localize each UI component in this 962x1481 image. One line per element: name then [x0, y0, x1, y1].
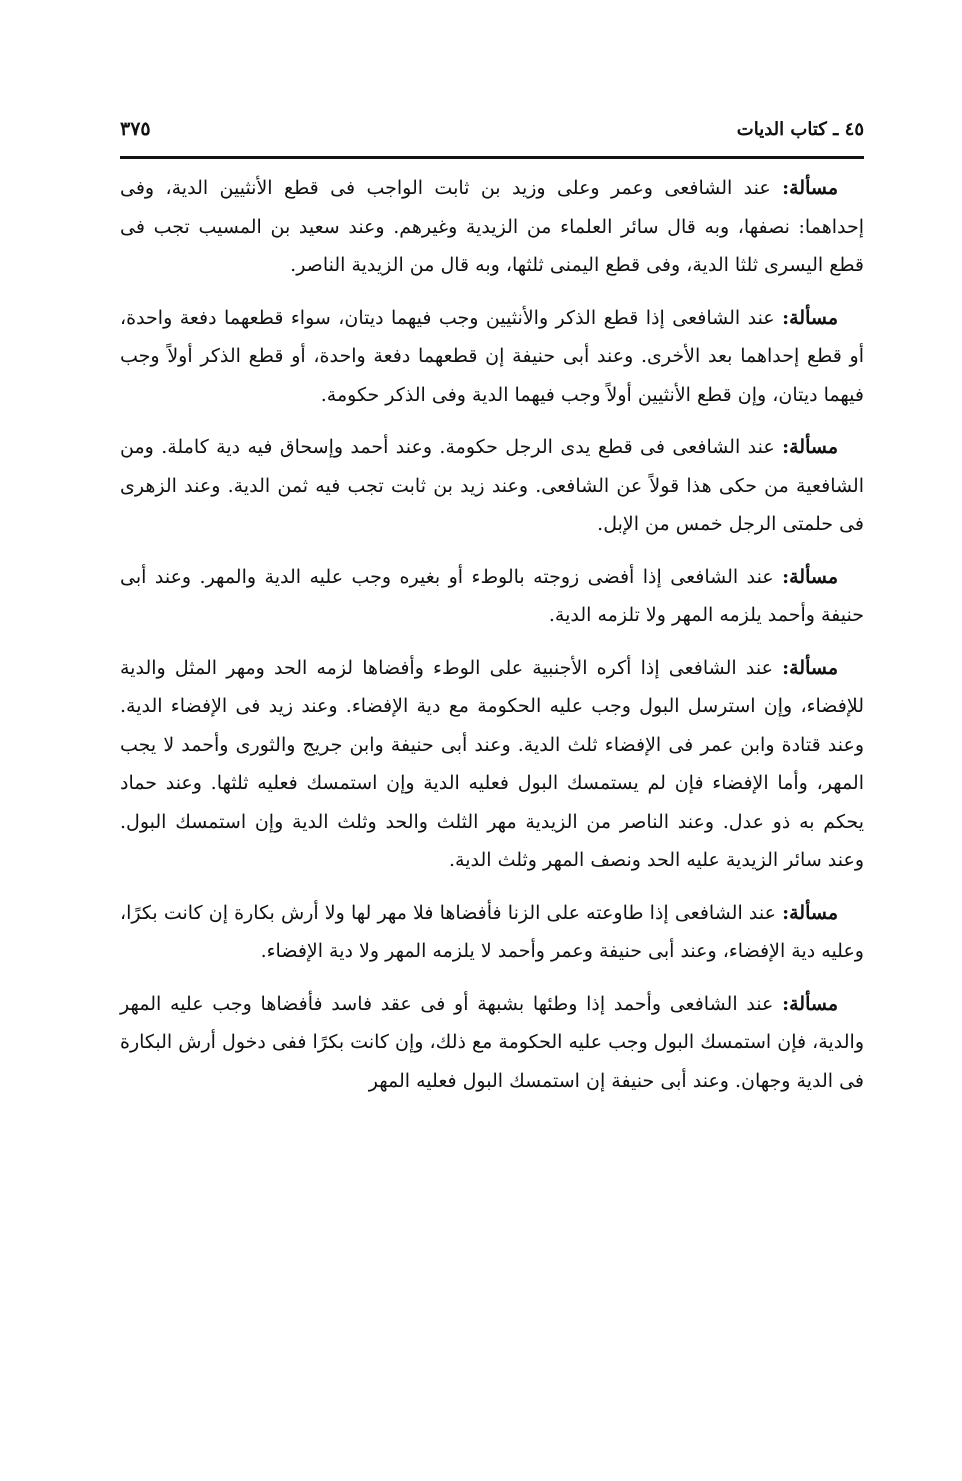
body-text	[120, 169, 864, 1100]
masala-paragraph-3	[120, 428, 864, 544]
masala-text: عند الشافعى إذا قطع الذكر والأنثيين وجب فيهما ديتان، سواء قطعهما دفعة واحدة، أو قطع إحداهما بعد الأخرى. وعند أبى حنيفة إن قطعهما دفعة واحدة، أو قطع الذكر أولاً وجب فيهما ديتان، وإن قطع الأنثيين أولاً وجب فيهما الدية وفى الذكر حكومة.	[120, 306, 864, 406]
masala-term: مسألة:	[782, 565, 838, 588]
masala-text: عند الشافعى إذا أفضى زوجته بالوطء أو بغيره وجب عليه الدية والمهر. وعند أبى حنيفة وأحمد يلزمه المهر ولا تلزمه الدية.	[120, 565, 864, 626]
masala-term: مسألة:	[782, 306, 838, 329]
header-rule	[120, 156, 864, 159]
masala-paragraph-6	[120, 894, 864, 971]
chapter-title: ٤٥ ـ كتاب الديات	[736, 119, 864, 140]
masala-text: عند الشافعى إذا أكره الأجنبية على الوطء وأفضاها لزمه الحد ومهر المثل والدية للإفضاء، وإن استرسل البول وجب عليه الحكومة مع دية الإفضاء. وعند زيد فى الإفضاء الدية. وعند قتادة وابن عمر فى الإفضاء ثلث الدية. وعند أبى حنيفة وابن جريج والثورى وأحمد لا يجب المهر، وأما الإفضاء فإن لم يستمسك البول فعليه الدية وإن استمسك فعليه ثلثها. وعند حماد يحكم به ذو عدل. وعند الناصر من الزيدية مهر الثلث والحد وثلث الدية وإن استمسك البول. وعند سائر الزيدية عليه الحد ونصف المهر وثلث الدية.	[120, 656, 864, 871]
masala-term: مسألة:	[782, 656, 838, 679]
masala-text: عند الشافعى وأحمد إذا وطئها بشبهة أو فى عقد فاسد فأفضاها وجب عليه المهر والدية، فإن استمسك البول وجب عليه الحكومة مع ذلك، وإن كانت بكرًا ففى دخول أرش البكارة فى الدية وجهان. وعند أبى حنيفة إن استمسك البول فعليه المهر	[120, 992, 864, 1092]
page-number: ٣٧٥	[120, 118, 151, 140]
masala-paragraph-2	[120, 299, 864, 415]
masala-term: مسألة:	[782, 992, 838, 1015]
masala-paragraph-4	[120, 558, 864, 635]
running-head	[120, 118, 864, 156]
book-page	[120, 118, 864, 1408]
masala-paragraph-1	[120, 169, 864, 285]
masala-paragraph-7	[120, 985, 864, 1101]
masala-text: عند الشافعى فى قطع يدى الرجل حكومة. وعند أحمد وإسحاق فيه دية كاملة. ومن الشافعية من حكى هذا قولاً عن الشافعى. وعند زيد بن ثابت تجب فيه ثمن الدية. وعند الزهرى فى حلمتى الرجل خمس من الإبل.	[120, 436, 864, 535]
masala-term: مسألة:	[782, 901, 838, 924]
masala-text: عند الشافعى إذا طاوعته على الزنا فأفضاها فلا مهر لها ولا أرش بكارة إن كانت بكرًا، وعليه دية الإفضاء، وعند أبى حنيفة وعمر وأحمد لا يلزمه المهر ولا دية الإفضاء.	[120, 901, 864, 962]
masala-paragraph-5	[120, 649, 864, 880]
masala-term: مسألة:	[782, 177, 838, 199]
masala-text: عند الشافعى وعمر وعلى وزيد بن ثابت الواجب فى قطع الأنثيين الدية، وفى إحداهما: نصفها، وبه قال سائر العلماء من الزيدية وغيرهم. وعند سعيد بن المسيب تجب فى قطع اليسرى ثلثا الدية، وفى قطع اليمنى ثلثها، وبه قال من الزيدية الناصر.	[120, 177, 864, 276]
masala-term: مسألة:	[782, 436, 838, 458]
